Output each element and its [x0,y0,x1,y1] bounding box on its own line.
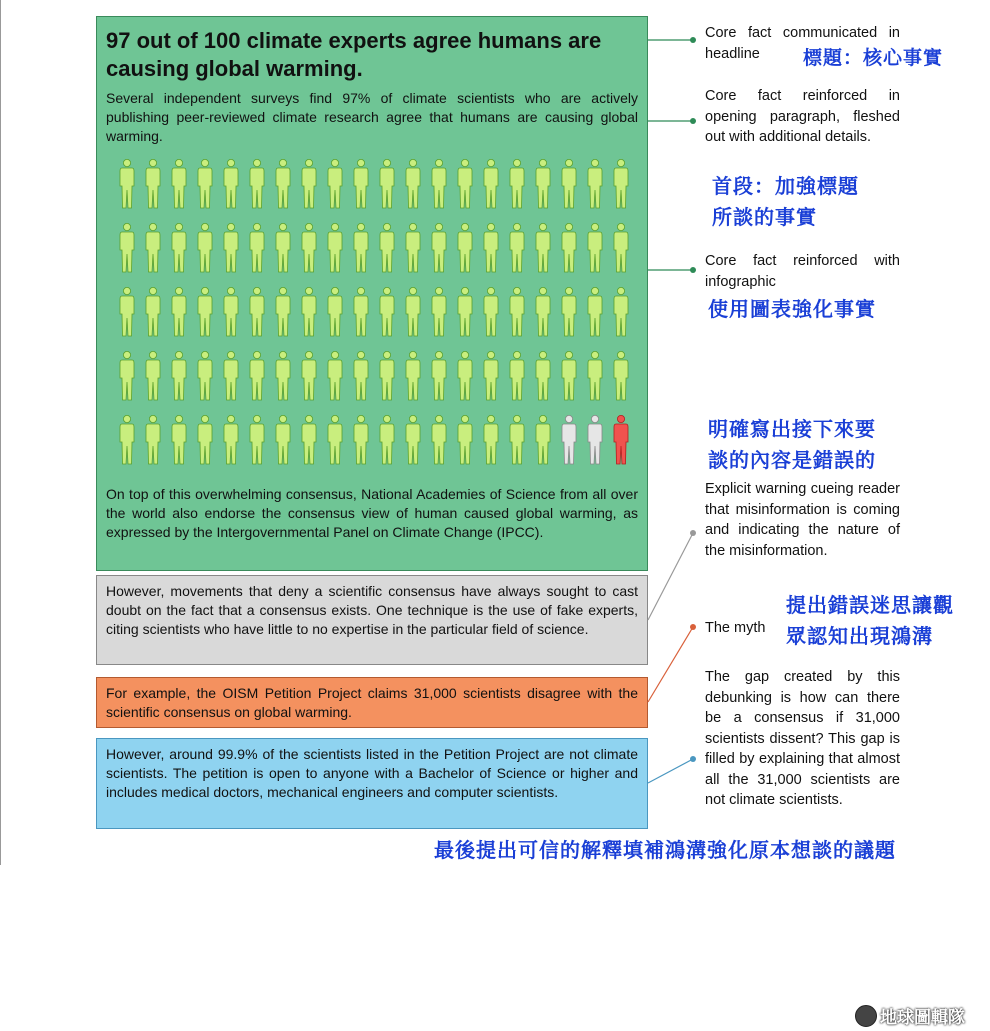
annotation-opening-zh-1: 首段：加強標題 [712,176,859,198]
annotation-infographic: Core fact reinforced with infographic [705,253,900,290]
annotation-gap: The gap created by this debunking is how can there be a consensus if 31,000 scientists dissent? This gap is filled by explaining that almost all the 31,000 scientists are not climate scientists. [705,669,900,808]
annotation-warning-zh-1: 明確寫出接下來要 [708,419,876,441]
myth-box: For example, the OISM Petition Project claims 31,000 scientists disagree with the scientific consensus on global warming. [96,677,648,728]
annotation-headline-zh: 標題：核心事實 [803,48,944,69]
rebuttal-box: However, around 99.9% of the scientists listed in the Petition Project are not climate scientists. The petition is open to anyone with a Bachelor of Science or higher and includes medical doctors, mechanical engineers and computer scientists. [96,738,648,829]
annotation-myth: The myth [705,620,766,636]
consensus-paragraph: On top of this overwhelming consensus, National Academies of Science from all over the world also endorse the consensus view of human caused global warming, as expressed by the Intergovernmental Panel on Climate Change (IPCC). [106,486,638,540]
annotation-opening: Core fact reinforced in opening paragraph, fleshed out with additional details. [705,88,900,145]
annotation-headline: Core fact communicated in headline [705,25,900,62]
headline: 97 out of 100 climate experts agree humans are causing global warming. [106,28,602,81]
logo [855,1003,965,1028]
annotation-myth-zh-2: 眾認知出現鴻溝 [786,626,933,648]
logo-text: 地球圖輯隊 [880,1008,965,1027]
annotation-myth-zh-1: 提出錯誤迷思讓觀 [786,595,954,617]
intro-paragraph: Several independent surveys find 97% of climate scientists who are actively publishing peer-reviewed climate research agree that humans are causing global warming. [106,90,638,144]
annotation-gap-zh: 最後提出可信的解釋填補鴻溝強化原本想談的議題 [434,840,896,862]
annotation-infographic-zh: 使用圖表強化事實 [708,299,876,321]
globe-icon [855,1005,877,1027]
warning-box: However, movements that deny a scientific consensus have always sought to cast doubt on the fact that a consensus exists. One technique is the use of fake experts, citing scientists who have little to no expertise in the particular field of science. [96,575,648,665]
annotation-opening-zh-2: 所談的事實 [712,207,817,229]
annotation-warning: Explicit warning cueing reader that misinformation is coming and indicating the nature of the misinformation. [705,481,900,559]
annotation-warning-zh-2: 談的內容是錯誤的 [708,450,876,472]
